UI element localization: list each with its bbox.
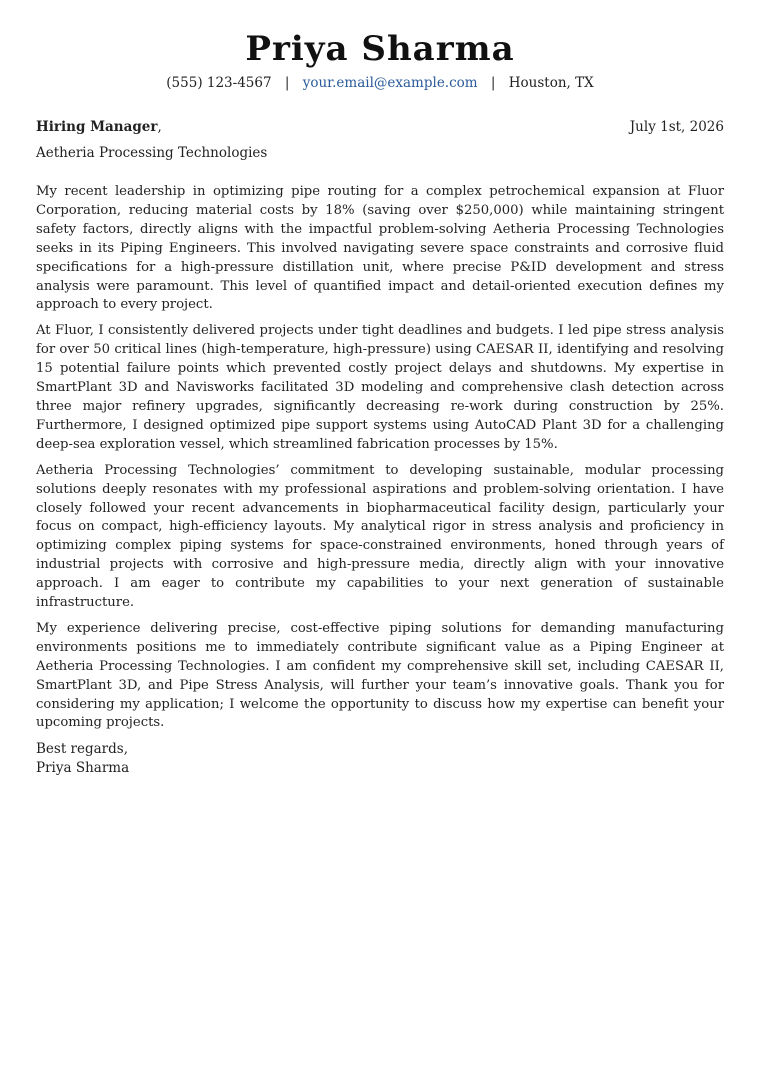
contact-separator: | <box>284 75 290 91</box>
contact-separator: | <box>490 75 496 91</box>
body-paragraph: My experience delivering precise, cost-effective piping solutions for demanding manufacturing environments positions me to immediately contribute significant value as a Piping Engineer at Aetheria Processing Technologies. I am confident my comprehensive skill set, including CAESAR II, SmartPlant 3D, and Pipe Stress Analysis, will further your team’s innovative goals. Thank you for considering my application; I welcome the opportunity to discuss how my expertise can benefit your upcoming projects. <box>36 620 724 731</box>
body-paragraph: My recent leadership in optimizing pipe routing for a complex petrochemical expansion at Fluor Corporation, reducing material costs by 18% (saving over $250,000) while maintaining stringent safety factors, directly aligns with the impactful problem-solving Aetheria Processing Technologies seeks in its Piping Engineers. This involved navigating severe space constraints and corrosive fluid specifications for a high-pressure distillation unit, where precise P&ID development and stress analysis were paramount. This level of quantified impact and detail-oriented execution defines my approach to every project. <box>36 184 724 313</box>
recipient-company: Aetheria Processing Technologies <box>36 145 268 161</box>
closing-block <box>36 740 724 777</box>
body-paragraph: Aetheria Processing Technologies’ commitment to developing sustainable, modular processing solutions deeply resonates with my professional aspirations and problem-solving orientation. I have closely followed your recent advancements in biopharmaceutical facility design, particularly your focus on compact, high-efficiency layouts. My analytical rigor in stress analysis and proficiency in optimizing complex piping systems for space-constrained environments, honed through years of industrial projects with corrosive and high-pressure media, directly align with your innovative approach. I am eager to contribute my capabilities to your next generation of sustainable infrastructure. <box>36 462 724 611</box>
closing-salutation: Best regards, <box>36 741 129 758</box>
email-link[interactable]: your.email@example.com <box>302 75 478 91</box>
letter-date: July 1st, 2026 <box>629 119 724 135</box>
letter-body <box>36 183 724 733</box>
recipient-name: Hiring Manager, <box>36 119 162 135</box>
cover-letter <box>36 26 724 777</box>
recipient-row <box>36 118 724 136</box>
phone-number: (555) 123-4567 <box>166 75 272 91</box>
location: Houston, TX <box>508 75 594 91</box>
applicant-name: Priya Sharma <box>245 29 515 69</box>
signature: Priya Sharma <box>36 759 130 776</box>
contact-line <box>36 74 724 92</box>
body-paragraph: At Fluor, I consistently delivered projects under tight deadlines and budgets. I led pipe stress analysis for over 50 critical lines (high-temperature, high-pressure) using CAESAR II, identifying and resolving 15 potential failure points which prevented costly project delays and shutdowns. My expertise in SmartPlant 3D and Navisworks facilitated 3D modeling and comprehensive clash detection across three major refinery upgrades, significantly decreasing re-work during construction by 25%. Furthermore, I designed optimized pipe support systems using AutoCAD Plant 3D for a challenging deep-sea exploration vessel, which streamlined fabrication processes by 15%. <box>36 323 724 452</box>
